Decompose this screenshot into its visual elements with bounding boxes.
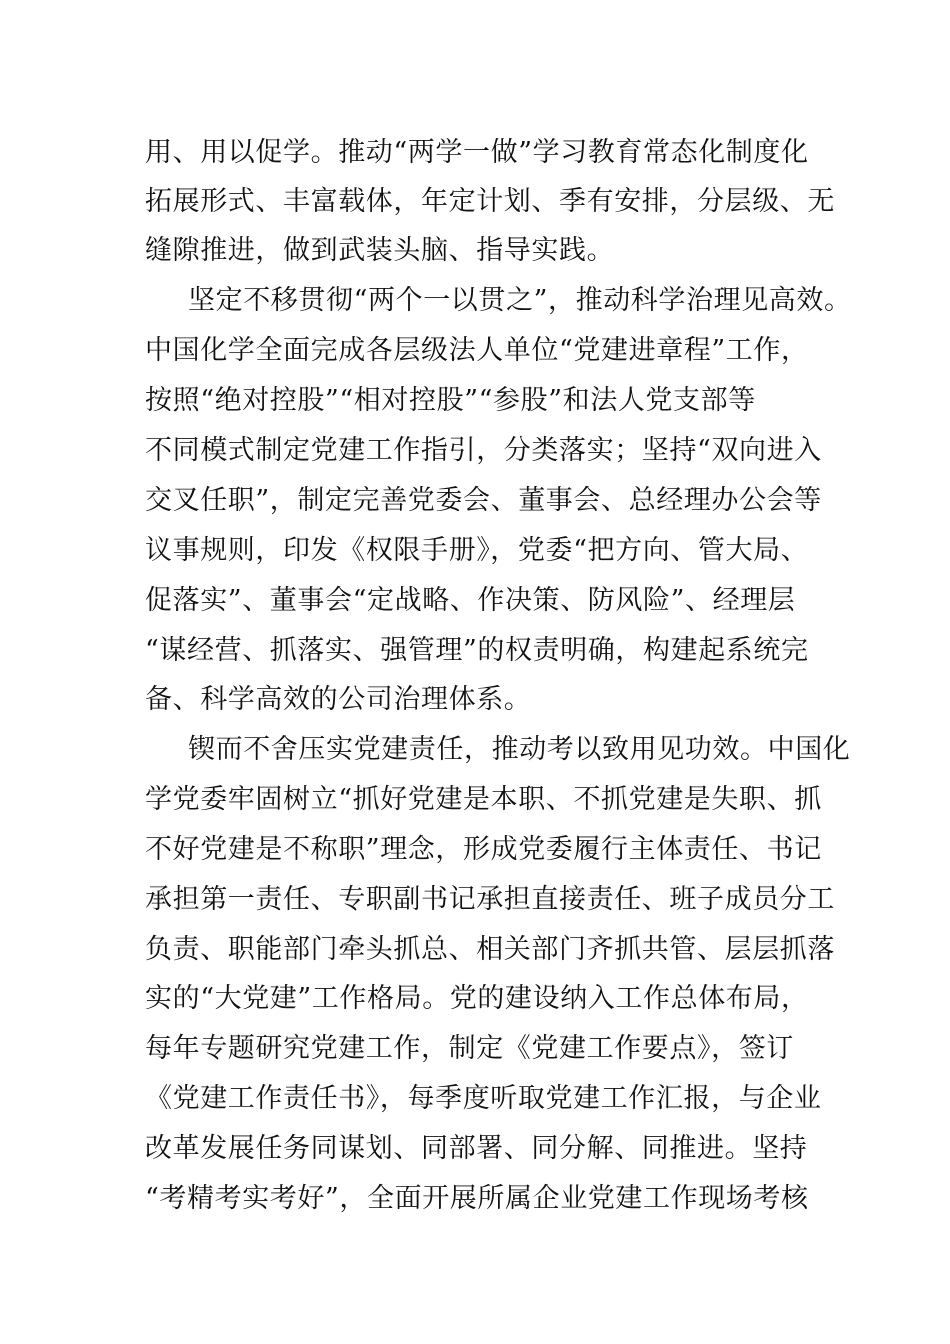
text-line-16: 承担第一责任、专职副书记承担直接责任、班子成员分工 [145,884,835,915]
text-line-5: 中国化学全面完成各层级法人单位“党建进章程”工作， [145,335,809,366]
text-line-14: 学党委牢固树立“抓好党建是本职、不抓党建是失职、抓 [145,784,822,815]
text-line-21: 改革发展任务同谋划、同部署、同分解、同推进。坚持 [145,1133,808,1164]
text-line-18: 实的“大党建”工作格局。党的建设纳入工作总体布局， [145,983,809,1014]
text-line-10: 促落实”、董事会“定战略、作决策、防风险”、经理层 [145,585,796,616]
text-line-3: 缝隙推进，做到武装头脑、指导实践。 [145,235,615,266]
text-line-9: 议事规则，印发《权限手册》，党委“把方向、管大局、 [145,535,809,566]
text-line-22: “考精考实考好”，全面开展所属企业党建工作现场考核 [145,1183,809,1214]
text-line-12: 备、科学高效的公司治理体系。 [145,684,532,715]
text-line-8: 交叉任职”，制定完善党委会、董事会、总经理办公会等 [145,485,822,516]
text-line-6: 按照“绝对控股”“相对控股”“参股”和法人党支部等 [145,385,756,416]
paragraph-2-first-line: 坚定不移贯彻“两个一以贯之”，推动科学治理见高效。 [188,285,852,316]
text-line-20: 《党建工作责任书》，每季度听取党建工作汇报，与企业 [145,1083,822,1114]
text-line-1: 用、用以促学。推动“两学一做”学习教育常态化制度化 [145,137,809,168]
text-line-15: 不好党建是不称职”理念，形成党委履行主体责任、书记 [145,834,822,865]
text-line-19: 每年专题研究党建工作，制定《党建工作要点》，签订 [145,1033,794,1064]
text-line-17: 负责、职能部门牵头抓总、相关部门齐抓共管、层层抓落 [145,934,835,965]
text-line-7: 不同模式制定党建工作指引，分类落实；坚持“双向进入 [145,435,822,466]
paragraph-3-first-line: 锲而不舍压实党建责任，推动考以致用见功效。中国化 [188,734,851,765]
text-line-2: 拓展形式、丰富载体，年定计划、季有安排，分层级、无 [145,186,835,217]
text-line-11: “谋经营、抓落实、强管理”的权责明确，构建起系统完 [145,635,809,666]
